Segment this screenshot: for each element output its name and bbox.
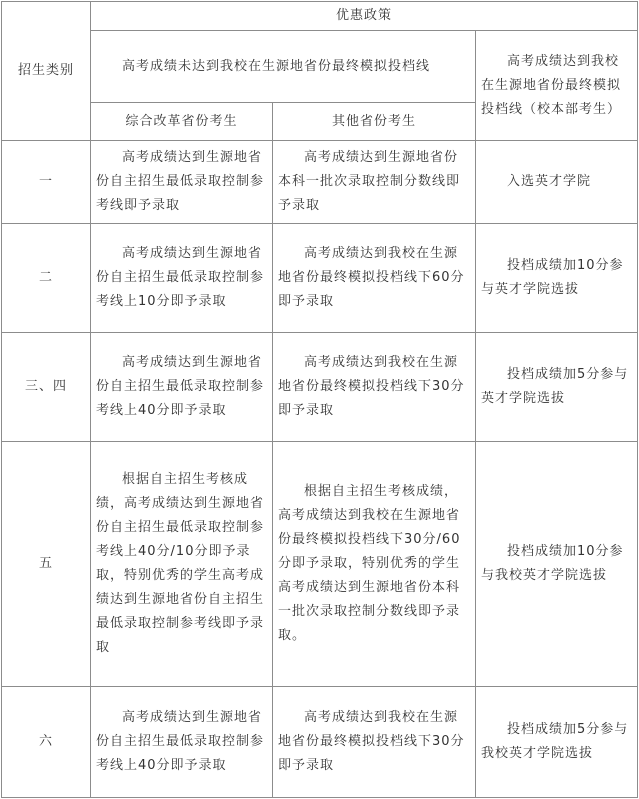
other-cell: 高考成绩达到我校在生源地省份最终模拟投档线下60分即予录取 [273,224,476,333]
category-cell: 五 [2,442,91,687]
category-header: 招生类别 [2,2,91,141]
reform-province-header: 综合改革省份考生 [91,103,273,141]
reach-cell: 投档成绩加10分参与我校英才学院选拔 [476,442,638,687]
table-row [2,687,638,798]
header-row-2 [2,31,638,103]
header-row-1 [2,2,638,31]
reform-cell: 高考成绩达到生源地省份自主招生最低录取控制参考线上40分即予录取 [91,333,273,442]
reach-cell: 投档成绩加5分参与我校英才学院选拔 [476,687,638,798]
other-cell: 根据自主招生考核成绩，高考成绩达到我校在生源地省份最终模拟投档线下30分/60分即予录取，特别优秀的学生高考成绩达到生源地省份本科一批次录取控制分数线即予录取。 [273,442,476,687]
reach-cell: 入选英才学院 [476,141,638,224]
other-cell: 高考成绩达到我校在生源地省份最终模拟投档线下30分即予录取 [273,687,476,798]
reform-cell: 根据自主招生考核成绩，高考成绩达到生源地省份自主招生最低录取控制参考线上40分/10分即予录取，特别优秀的学生高考成绩达到生源地省份自主招生最低录取控制参考线即予录取 [91,442,273,687]
other-cell: 高考成绩达到我校在生源地省份最终模拟投档线下30分即予录取 [273,333,476,442]
category-cell: 一 [2,141,91,224]
reform-cell: 高考成绩达到生源地省份自主招生最低录取控制参考线即予录取 [91,141,273,224]
other-cell: 高考成绩达到生源地省份本科一批次录取控制分数线即予录取 [273,141,476,224]
reform-cell: 高考成绩达到生源地省份自主招生最低录取控制参考线上40分即予录取 [91,687,273,798]
category-cell: 六 [2,687,91,798]
table-row [2,224,638,333]
category-cell: 三、四 [2,333,91,442]
table-row [2,442,638,687]
policy-header: 优惠政策 [91,2,638,31]
reach-cell: 投档成绩加5分参与英才学院选拔 [476,333,638,442]
other-province-header: 其他省份考生 [273,103,476,141]
not-reach-header: 高考成绩未达到我校在生源地省份最终模拟投档线 [91,31,476,103]
reach-cell: 投档成绩加10分参与英才学院选拔 [476,224,638,333]
table-row [2,141,638,224]
table-row [2,333,638,442]
reach-header: 高考成绩达到我校在生源地省份最终模拟投档线（校本部考生） [476,31,638,141]
reform-cell: 高考成绩达到生源地省份自主招生最低录取控制参考线上10分即予录取 [91,224,273,333]
category-cell: 二 [2,224,91,333]
admission-policy-table [1,1,638,798]
